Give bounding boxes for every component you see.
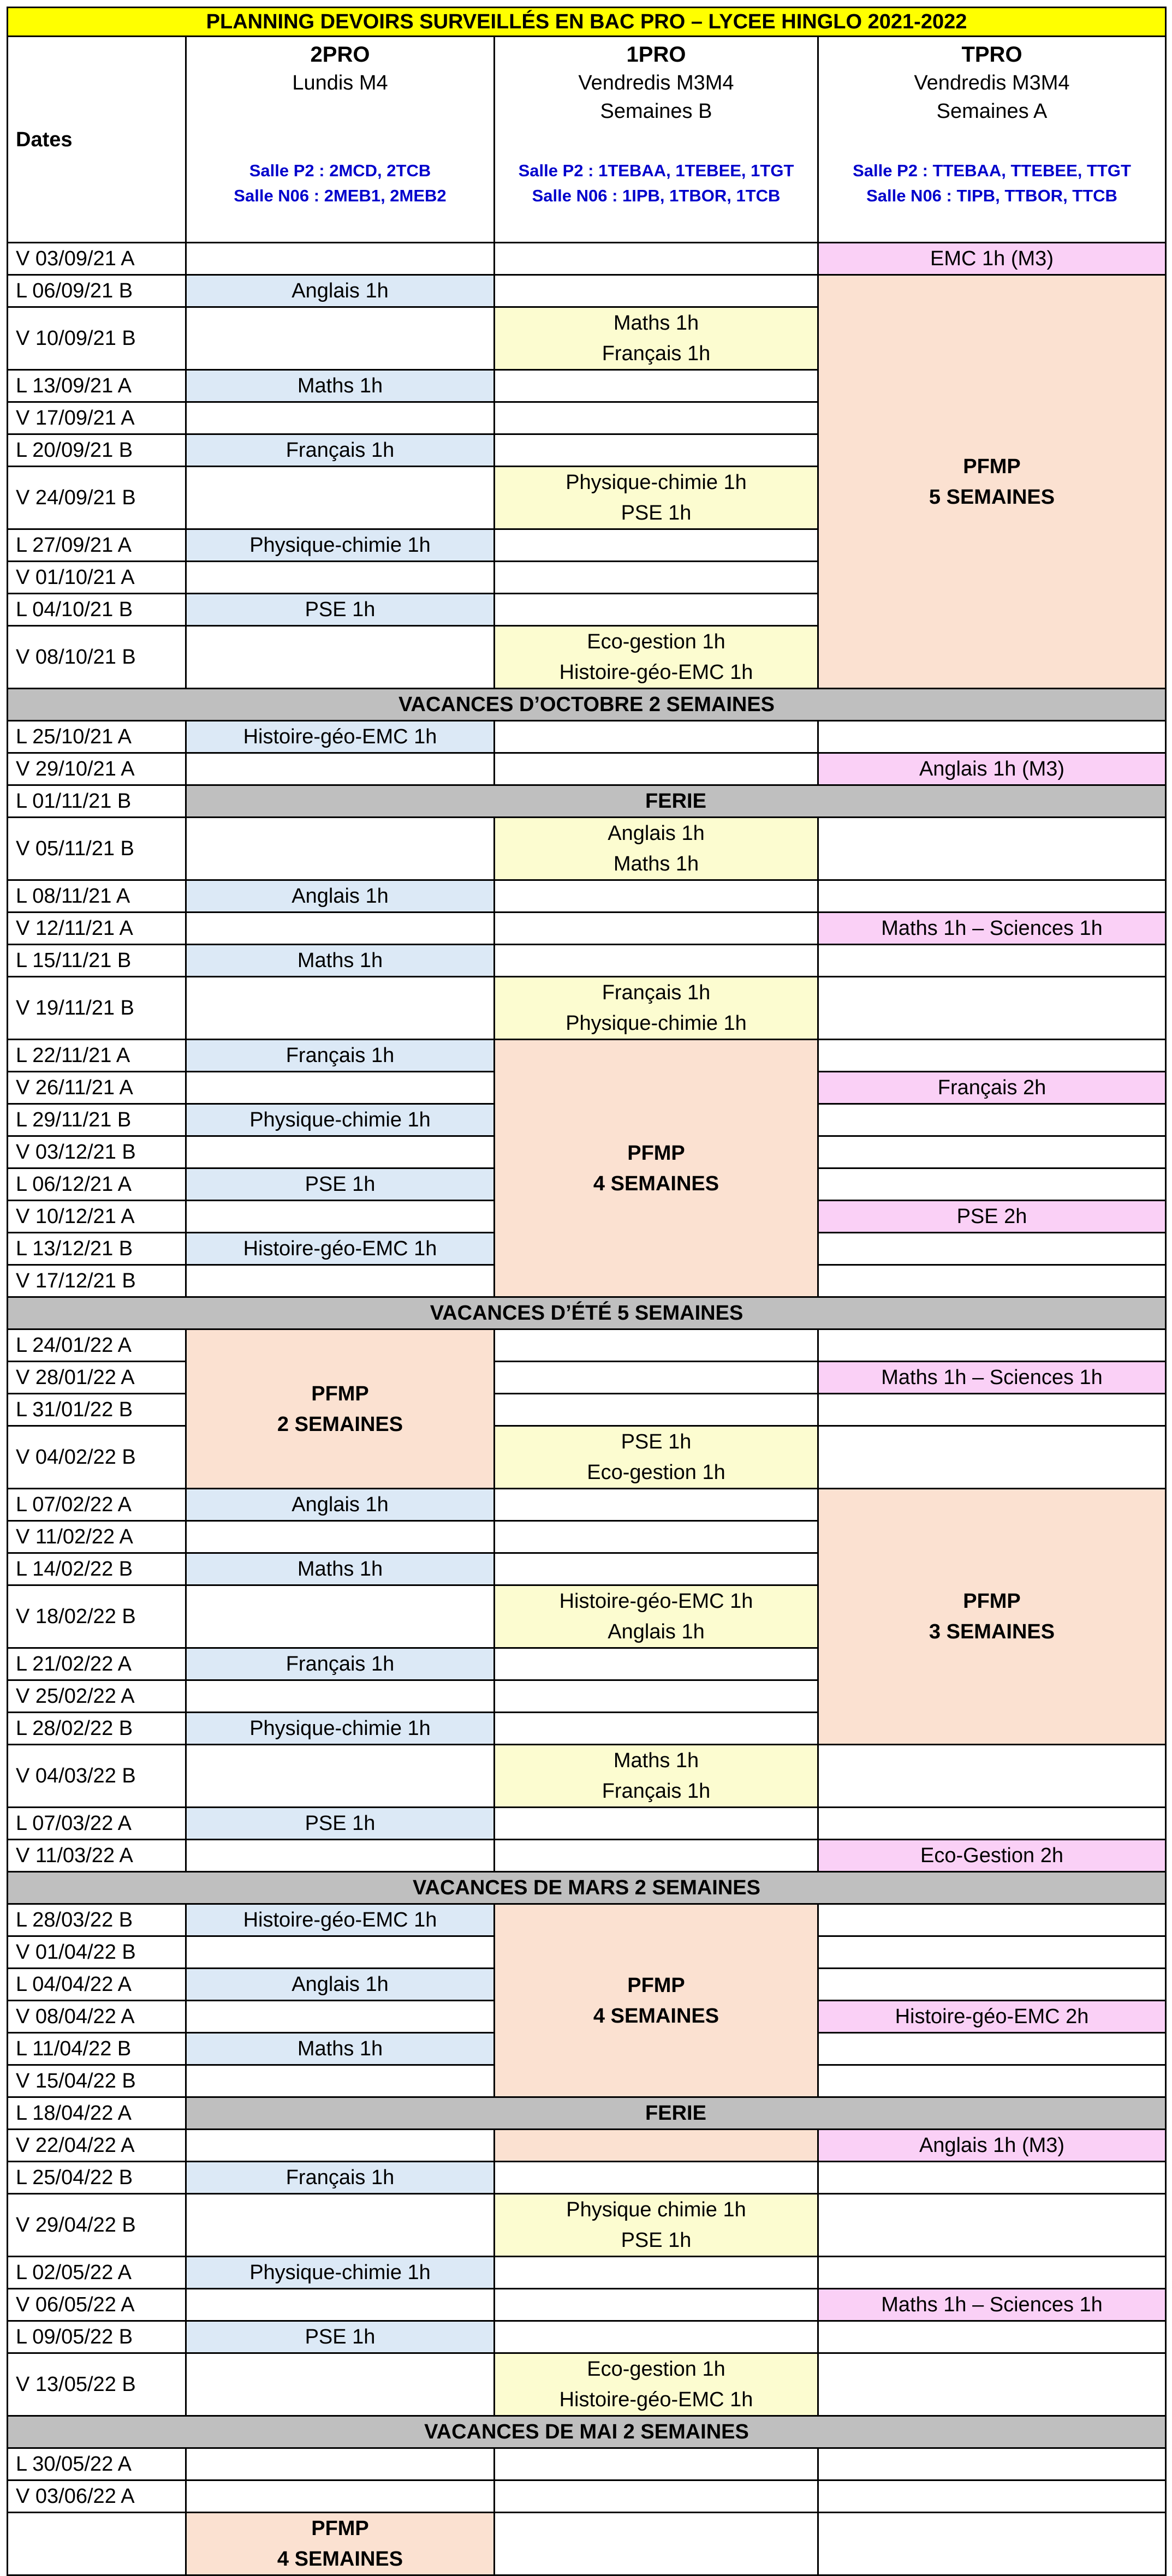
cell-2pro (186, 2480, 495, 2513)
cell-2pro: PSE 1h (186, 1808, 495, 1840)
date-cell: L 28/03/22 B (8, 1904, 186, 1936)
cell-1pro: Français 1h Physique-chimie 1h (495, 977, 818, 1040)
cell-2pro (186, 562, 495, 594)
cell-2pro: PSE 1h (186, 2321, 495, 2353)
header-dates: Dates (8, 37, 186, 243)
cell-2pro: Anglais 1h (186, 1969, 495, 2001)
date-cell: L 04/10/21 B (8, 594, 186, 626)
ferie-row: FERIE (186, 2097, 1166, 2130)
cell-tpro (818, 2194, 1166, 2257)
cell-tpro (818, 1426, 1166, 1489)
date-cell: V 08/10/21 B (8, 626, 186, 689)
date-cell: L 13/12/21 B (8, 1233, 186, 1265)
cell-tpro: Maths 1h – Sciences 1h (818, 913, 1166, 945)
date-cell: L 13/09/21 A (8, 370, 186, 402)
date-cell: V 29/04/22 B (8, 2194, 186, 2257)
date-cell: V 10/09/21 B (8, 307, 186, 370)
cell-1pro (495, 1713, 818, 1745)
cell-1pro (495, 2289, 818, 2321)
cell-1pro (495, 1329, 818, 1362)
cell-tpro (818, 1104, 1166, 1136)
cell-1pro (495, 594, 818, 626)
cell-tpro: EMC 1h (M3) (818, 243, 1166, 275)
cell-2pro: Physique-chimie 1h (186, 1104, 495, 1136)
cell-1pro: Physique-chimie 1h PSE 1h (495, 467, 818, 529)
cell-1pro (495, 1489, 818, 1521)
cell-2pro: PSE 1h (186, 594, 495, 626)
cell-1pro: Eco-gestion 1h Histoire-géo-EMC 1h (495, 2353, 818, 2416)
date-cell: L 06/09/21 B (8, 275, 186, 307)
date-cell: V 06/05/22 A (8, 2289, 186, 2321)
date-cell: V 10/12/21 A (8, 1201, 186, 1233)
cell-2pro (186, 2448, 495, 2480)
cell-2pro (186, 818, 495, 880)
cell-1pro (495, 1362, 818, 1394)
cell-1pro (495, 562, 818, 594)
date-cell: L 02/05/22 A (8, 2257, 186, 2289)
cell-1pro (495, 2480, 818, 2513)
cell-1pro (495, 434, 818, 467)
ferie-row: FERIE (186, 785, 1166, 818)
date-cell: L 31/01/22 B (8, 1394, 186, 1426)
date-cell: V 08/04/22 A (8, 2001, 186, 2033)
cell-tpro (818, 880, 1166, 913)
cell-1pro (495, 945, 818, 977)
date-cell: V 17/09/21 A (8, 402, 186, 434)
cell-2pro: Français 1h (186, 1648, 495, 1680)
cell-tpro: Anglais 1h (M3) (818, 2130, 1166, 2162)
cell-2pro: Français 1h (186, 434, 495, 467)
date-cell: V 17/12/21 B (8, 1265, 186, 1297)
cell-2pro (186, 1072, 495, 1104)
cell-tpro: PSE 2h (818, 1201, 1166, 1233)
date-cell: L 22/11/21 A (8, 1040, 186, 1072)
vacation-row: VACANCES DE MAI 2 SEMAINES (8, 2416, 1166, 2448)
cell-2pro: Physique-chimie 1h (186, 1713, 495, 1745)
cell-2pro (186, 626, 495, 689)
cell-tpro (818, 2513, 1166, 2575)
cell-2pro: Histoire-géo-EMC 1h (186, 1904, 495, 1936)
cell-tpro (818, 2033, 1166, 2065)
cell-1pro: Histoire-géo-EMC 1h Anglais 1h (495, 1585, 818, 1648)
date-cell: V 03/12/21 B (8, 1136, 186, 1168)
cell-1pro (495, 2257, 818, 2289)
date-cell: V 01/10/21 A (8, 562, 186, 594)
cell-1pro (495, 753, 818, 785)
date-cell: L 28/02/22 B (8, 1713, 186, 1745)
cell-1pro (495, 275, 818, 307)
cell-2pro (186, 1265, 495, 1297)
date-cell: V 13/05/22 B (8, 2353, 186, 2416)
cell-1pro: Anglais 1h Maths 1h (495, 818, 818, 880)
pfmp-2pro-2-weeks: PFMP 2 SEMAINES (186, 1329, 495, 1489)
date-cell: L 08/11/21 A (8, 880, 186, 913)
cell-1pro (495, 529, 818, 562)
date-cell: L 25/10/21 A (8, 721, 186, 753)
cell-tpro (818, 1969, 1166, 2001)
date-cell: V 24/09/21 B (8, 467, 186, 529)
cell-2pro: Maths 1h (186, 2033, 495, 2065)
vacation-row: VACANCES DE MARS 2 SEMAINES (8, 1872, 1166, 1904)
planning-table (7, 7, 1167, 2576)
pfmp-2pro-4-weeks: PFMP 4 SEMAINES (186, 2513, 495, 2575)
cell-2pro (186, 467, 495, 529)
cell-2pro: Français 1h (186, 1040, 495, 1072)
pfmp-tpro-5-weeks: PFMP 5 SEMAINES (818, 275, 1166, 689)
date-cell: L 18/04/22 A (8, 2097, 186, 2130)
pfmp-1pro-4-weeks: PFMP 4 SEMAINES (495, 1040, 818, 1297)
cell-2pro (186, 243, 495, 275)
cell-1pro (495, 2130, 818, 2162)
date-cell: V 22/04/22 A (8, 2130, 186, 2162)
cell-2pro (186, 1840, 495, 1872)
date-cell: L 24/01/22 A (8, 1329, 186, 1362)
date-cell: L 11/04/22 B (8, 2033, 186, 2065)
cell-1pro (495, 2162, 818, 2194)
cell-tpro (818, 1136, 1166, 1168)
cell-2pro (186, 753, 495, 785)
cell-2pro: Histoire-géo-EMC 1h (186, 1233, 495, 1265)
cell-1pro: Eco-gestion 1h Histoire-géo-EMC 1h (495, 626, 818, 689)
cell-2pro: Maths 1h (186, 370, 495, 402)
date-cell: L 25/04/22 B (8, 2162, 186, 2194)
cell-2pro: Physique-chimie 1h (186, 529, 495, 562)
date-cell: V 11/03/22 A (8, 1840, 186, 1872)
date-cell: V 04/03/22 B (8, 1745, 186, 1808)
cell-tpro (818, 1329, 1166, 1362)
cell-tpro (818, 2353, 1166, 2416)
cell-tpro (818, 977, 1166, 1040)
cell-1pro: Maths 1h Français 1h (495, 1745, 818, 1808)
cell-2pro: Maths 1h (186, 945, 495, 977)
cell-2pro: Anglais 1h (186, 880, 495, 913)
cell-2pro (186, 1680, 495, 1713)
cell-1pro (495, 1808, 818, 1840)
cell-2pro (186, 1521, 495, 1553)
cell-tpro: Français 2h (818, 1072, 1166, 1104)
cell-tpro (818, 2065, 1166, 2097)
date-cell: V 05/11/21 B (8, 818, 186, 880)
cell-1pro (495, 2513, 818, 2575)
cell-1pro (495, 1840, 818, 1872)
cell-tpro (818, 1936, 1166, 1969)
cell-1pro (495, 1680, 818, 1713)
date-cell: V 25/02/22 A (8, 1680, 186, 1713)
date-cell: L 09/05/22 B (8, 2321, 186, 2353)
cell-2pro (186, 2289, 495, 2321)
cell-tpro (818, 1265, 1166, 1297)
date-cell: V 29/10/21 A (8, 753, 186, 785)
date-cell: V 11/02/22 A (8, 1521, 186, 1553)
date-cell: V 19/11/21 B (8, 977, 186, 1040)
cell-tpro (818, 721, 1166, 753)
cell-2pro: PSE 1h (186, 1168, 495, 1201)
cell-1pro (495, 1648, 818, 1680)
date-cell: L 04/04/22 A (8, 1969, 186, 2001)
date-cell (8, 2513, 186, 2575)
cell-tpro (818, 1168, 1166, 1201)
cell-2pro (186, 1201, 495, 1233)
cell-2pro (186, 307, 495, 370)
date-cell: L 30/05/22 A (8, 2448, 186, 2480)
cell-tpro (818, 1745, 1166, 1808)
date-cell: V 01/04/22 B (8, 1936, 186, 1969)
pfmp-tpro-3-weeks: PFMP 3 SEMAINES (818, 1489, 1166, 1745)
cell-2pro (186, 2130, 495, 2162)
cell-1pro: Physique chimie 1h PSE 1h (495, 2194, 818, 2257)
cell-2pro (186, 1136, 495, 1168)
date-cell: V 03/09/21 A (8, 243, 186, 275)
cell-1pro (495, 243, 818, 275)
cell-tpro (818, 945, 1166, 977)
cell-tpro (818, 818, 1166, 880)
vacation-row: VACANCES D’ÉTÉ 5 SEMAINES (8, 1297, 1166, 1329)
cell-tpro (818, 1394, 1166, 1426)
cell-1pro (495, 2321, 818, 2353)
cell-1pro (495, 880, 818, 913)
vacation-row: VACANCES D’OCTOBRE 2 SEMAINES (8, 689, 1166, 721)
cell-2pro: Français 1h (186, 2162, 495, 2194)
date-cell: L 07/02/22 A (8, 1489, 186, 1521)
cell-2pro (186, 402, 495, 434)
cell-tpro: Maths 1h – Sciences 1h (818, 2289, 1166, 2321)
header-2pro: 2PRO Lundis M4 Salle P2 : 2MCD, 2TCB Salle N06 : 2MEB1, 2MEB2 (186, 37, 495, 243)
cell-1pro (495, 1521, 818, 1553)
cell-tpro: Histoire-géo-EMC 2h (818, 2001, 1166, 2033)
date-cell: L 21/02/22 A (8, 1648, 186, 1680)
header-1pro: 1PRO Vendredis M3M4 Semaines B Salle P2 : 1TEBAA, 1TEBEE, 1TGT Salle N06 : 1IPB, 1TBOR, 1TCB (495, 37, 818, 243)
cell-1pro (495, 2448, 818, 2480)
cell-2pro: Physique-chimie 1h (186, 2257, 495, 2289)
date-cell: V 03/06/22 A (8, 2480, 186, 2513)
cell-1pro (495, 1553, 818, 1585)
cell-2pro: Maths 1h (186, 1553, 495, 1585)
date-cell: V 15/04/22 B (8, 2065, 186, 2097)
date-cell: L 01/11/21 B (8, 785, 186, 818)
cell-2pro (186, 977, 495, 1040)
cell-tpro: Maths 1h – Sciences 1h (818, 1362, 1166, 1394)
date-cell: V 12/11/21 A (8, 913, 186, 945)
cell-1pro: Maths 1h Français 1h (495, 307, 818, 370)
cell-2pro: Anglais 1h (186, 275, 495, 307)
cell-tpro (818, 1808, 1166, 1840)
date-cell: V 18/02/22 B (8, 1585, 186, 1648)
cell-tpro (818, 2321, 1166, 2353)
date-cell: V 26/11/21 A (8, 1072, 186, 1104)
date-cell: V 28/01/22 A (8, 1362, 186, 1394)
date-cell: L 27/09/21 A (8, 529, 186, 562)
cell-2pro (186, 1585, 495, 1648)
pfmp-1pro-4-weeks: PFMP 4 SEMAINES (495, 1904, 818, 2097)
cell-1pro (495, 913, 818, 945)
date-cell: L 07/03/22 A (8, 1808, 186, 1840)
cell-tpro: Eco-Gestion 2h (818, 1840, 1166, 1872)
cell-tpro (818, 2162, 1166, 2194)
cell-1pro (495, 1394, 818, 1426)
cell-2pro (186, 2065, 495, 2097)
cell-tpro: Anglais 1h (M3) (818, 753, 1166, 785)
cell-tpro (818, 2480, 1166, 2513)
cell-2pro (186, 1745, 495, 1808)
date-cell: L 15/11/21 B (8, 945, 186, 977)
cell-2pro (186, 1936, 495, 1969)
header-tpro: TPRO Vendredis M3M4 Semaines A Salle P2 : TTEBAA, TTEBEE, TTGT Salle N06 : TIPB, TTBOR, TTCB (818, 37, 1166, 243)
cell-1pro: PSE 1h Eco-gestion 1h (495, 1426, 818, 1489)
cell-2pro (186, 2001, 495, 2033)
cell-tpro (818, 1040, 1166, 1072)
date-cell: L 20/09/21 B (8, 434, 186, 467)
cell-tpro (818, 2257, 1166, 2289)
cell-1pro (495, 402, 818, 434)
date-cell: V 04/02/22 B (8, 1426, 186, 1489)
date-cell: L 14/02/22 B (8, 1553, 186, 1585)
cell-2pro: Histoire-géo-EMC 1h (186, 721, 495, 753)
date-cell: L 29/11/21 B (8, 1104, 186, 1136)
cell-2pro (186, 2353, 495, 2416)
date-cell: L 06/12/21 A (8, 1168, 186, 1201)
page-title: PLANNING DEVOIRS SURVEILLÉS EN BAC PRO – LYCEE HINGLO 2021-2022 (8, 8, 1166, 37)
cell-tpro (818, 2448, 1166, 2480)
cell-2pro: Anglais 1h (186, 1489, 495, 1521)
cell-2pro (186, 2194, 495, 2257)
cell-1pro (495, 721, 818, 753)
cell-tpro (818, 1904, 1166, 1936)
cell-1pro (495, 370, 818, 402)
cell-2pro (186, 913, 495, 945)
cell-tpro (818, 1233, 1166, 1265)
